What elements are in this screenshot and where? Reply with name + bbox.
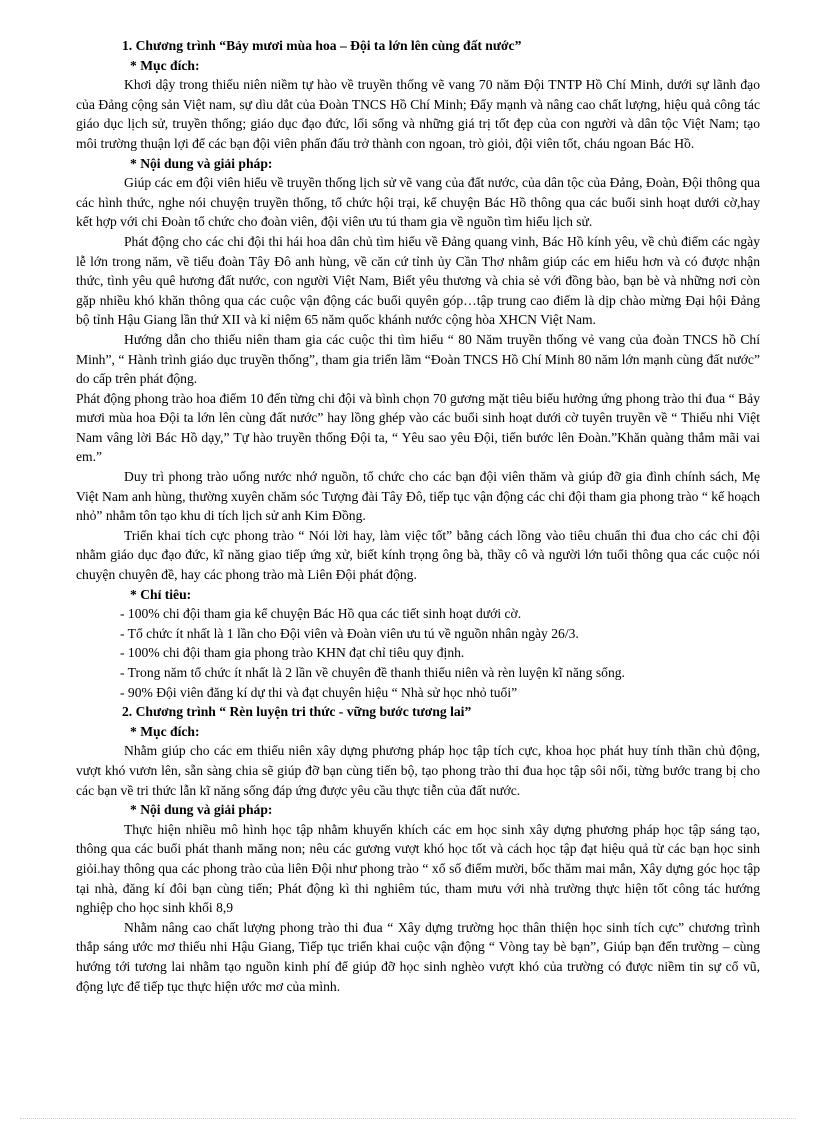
section2-title: 2. Chương trình “ Rèn luyện tri thức - vững bước tương lai” <box>122 704 472 720</box>
target-item: - 90% Đội viên đăng kí dự thi và đạt chuyên hiệu “ Nhà sử học nhỏ tuổi” <box>120 684 518 700</box>
section2-purpose-text: Nhằm giúp cho các em thiếu niên xây dựng phương pháp học tập tích cực, khoa học phát huy tính thần chủ động, vượt khó vươn lên, sẵn sàng chia sẽ giúp đỡ bạn cùng tiến bộ, tạo phong trào thi đua học tập sôi nổi, từng bước trang bị cho các bạn về tri thức lẫn kĩ năng sống đáp ứng được yêu cầu thực tiễn của đất nước. <box>76 743 760 798</box>
section1-title: 1. Chương trình “Bảy mươi mùa hoa – Đội ta lớn lên cùng đất nước” <box>122 38 522 53</box>
section1-paragraph-noindent: Phát động phong trào hoa điểm 10 đến từng chi đội và bình chọn 70 gương mặt tiêu biểu hưởng ứng phong trào thi đua “ Bảy mươi mùa hoa Đội ta lớn lên cùng đất nước” hay lồng ghép vào các buổi sinh hoạt dưới cờ tuyên truyền về “ Thiếu nhi Việt Nam vâng lời Bác Hồ dạy,” Tự hào truyền thống Đội ta, “ Yêu sao yêu Đội, tiến bước lên Đoàn.”Khăn quàng thắm mãi vai em.” <box>76 390 760 465</box>
document-page <box>76 36 760 996</box>
section1-content-heading: * Nội dung và giải pháp: <box>130 155 273 171</box>
section2-paragraph: Nhằm nâng cao chất lượng phong trào thi đua “ Xây dựng trường học thân thiện học sinh tích cực” chương trình thắp sáng ước mơ thiếu nhi Hậu Giang, Tiếp tục triển khai cuộc vận động “ Vòng tay bè bạn”, Giúp bạn đến trường – cùng hướng tới tương lai nhằm tạo nguồn kinh phí để giúp đỡ học sinh nghèo vượt khó của trường có được niềm tin sự cổ vũ, động lực để tiếp tục thực hiện ước mơ của mình. <box>76 919 760 994</box>
target-item: - Tổ chức ít nhất là 1 lần cho Đội viên và Đoàn viên ưu tú về nguồn nhân ngày 26/3. <box>120 625 579 641</box>
target-item: - 100% chi đội tham gia kể chuyện Bác Hồ qua các tiết sinh hoạt dưới cờ. <box>120 606 522 622</box>
target-item: - Trong năm tổ chức ít nhất là 2 lần về chuyên đề thanh thiếu niên và rèn luyện kĩ năng sống. <box>120 665 625 680</box>
section2-paragraph: Thực hiện nhiều mô hình học tập nhằm khuyến khích các em học sinh xây dựng phương pháp học tập sáng tạo, thông qua các buổi phát thanh măng non; nêu các gương vượt khó học tốt và cách học tập đạt hiệu quả từ các bạn học sinh giỏi.hay thông qua các phong trào của liên Đội như phong trào “ xổ số điểm mười, bốc thăm mai mắn, Xây dựng góc học tập tại nhà, đăng kí đôi bạn cùng tiến; Phát động kì thi nghiêm túc, tham mưu với nhà trường thực hiện tốt công tác hướng nghiệp cho học sinh khối 8,9 <box>76 821 760 916</box>
page-bottom-divider <box>20 1118 796 1119</box>
target-item: - 100% chi đội tham gia phong trào KHN đạt chỉ tiêu quy định. <box>120 645 465 661</box>
section2-content-heading: * Nội dung và giải pháp: <box>130 802 273 818</box>
section1-paragraph: Giúp các em đội viên hiểu về truyền thống lịch sử vẽ vang của đất nước, của dân tộc của Đảng, Đoàn, Đội thông qua các hình thức, nghe nói chuyện truyền thống, tổ chức hội trại, kể chuyện Bác Hồ thông qua các buổi sinh hoạt dưới cờ,hay kết hợp với chi Đoàn tổ chức cho đoàn viên, đội viên ưu tú tham gia về nguồn tìm hiểu lịch sử. <box>76 175 760 230</box>
section1-purpose-text: Khơi dậy trong thiếu niên niềm tự hào về truyền thống vẽ vang 70 năm Đội TNTP Hồ Chí Minh, dưới sự lãnh đạo của Đảng cộng sản Việt nam, sự dìu dắt của Đoàn TNCS Hồ Chí Minh; Đẩy mạnh và nâng cao chất lượng, hiệu quả công tác giáo dục lịch sử, truyền thống; giáo dục đạo đức, lối sống và những giá trị tốt đẹp của con người và dân tộc Việt Nam; tạo môi trường thuận lợi để các bạn đội viên phấn đấu trở thành con ngoan, trò giỏi, đội viên tốt, cháu ngoan Bác Hồ. <box>76 77 760 151</box>
section2-purpose-heading: * Mục đích: <box>130 723 200 739</box>
section1-paragraph: Triển khai tích cực phong trào “ Nói lời hay, làm việc tốt” bằng cách lồng vào tiêu chuẩn thi đua cho các chi đội nhằm giáo dục đạo đức, kĩ năng giao tiếp ứng xử, biết kính trọng ông bà, thầy cô và người lớn tuổi thông qua các cuộc nói chuyện chuyên đề, hay các phong trào mà Liên Đội phát động. <box>76 527 760 583</box>
section1-paragraph: Phát động cho các chi đội thi hái hoa dân chủ tìm hiểu về Đảng quang vinh, Bác Hồ kính yêu, về chủ điểm các ngày lễ lớn trong năm, về tiểu đoàn Tây Đô anh hùng, về căn cứ tỉnh ủy Cần Thơ nhằm giúp các em hiểu hơn và có được nhận thức, tình yêu quê hương đất nước, con người Việt Nam, Biết yêu thương và chia sẻ với đồng bào, bạn bè và những nơi còn gặp nhiều khó khăn thông qua các cuộc vận động các buổi quyên góp…tập trung cao điểm là dịp chào mừng Đại hội Đảng bộ tỉnh Hậu Giang lần thứ XII và kỉ niệm 65 năm quốc khánh nước cộng hòa XHCN Việt Nam. <box>76 233 760 328</box>
section1-paragraph: Duy trì phong trào uống nước nhớ nguồn, tổ chức cho các bạn đội viên thăm và giúp đỡ gia đình chính sách, Mẹ Việt Nam anh hùng, thường xuyên chăm sóc Tượng đài Tây Đô, tiếp tục vận động các chi đội tham gia phong trào “ kế hoạch nhỏ” nhằm tôn tạo khu di tích lịch sử anh Kim Đồng. <box>76 469 760 524</box>
section1-purpose-heading: * Mục đích: <box>130 57 200 73</box>
section1-targets-heading: * Chỉ tiêu: <box>130 586 192 602</box>
section1-paragraph: Hướng dẫn cho thiếu niên tham gia các cuộc thi tìm hiểu “ 80 Năm truyền thống vẻ vang của đoàn TNCS hồ Chí Minh”, “ Hành trình giáo dục truyền thống”, tham gia triển lãm “Đoàn TNCS Hồ Chí Minh 80 năm lớn mạnh cùng đất nước” do cấp trên phát động. <box>76 331 760 387</box>
